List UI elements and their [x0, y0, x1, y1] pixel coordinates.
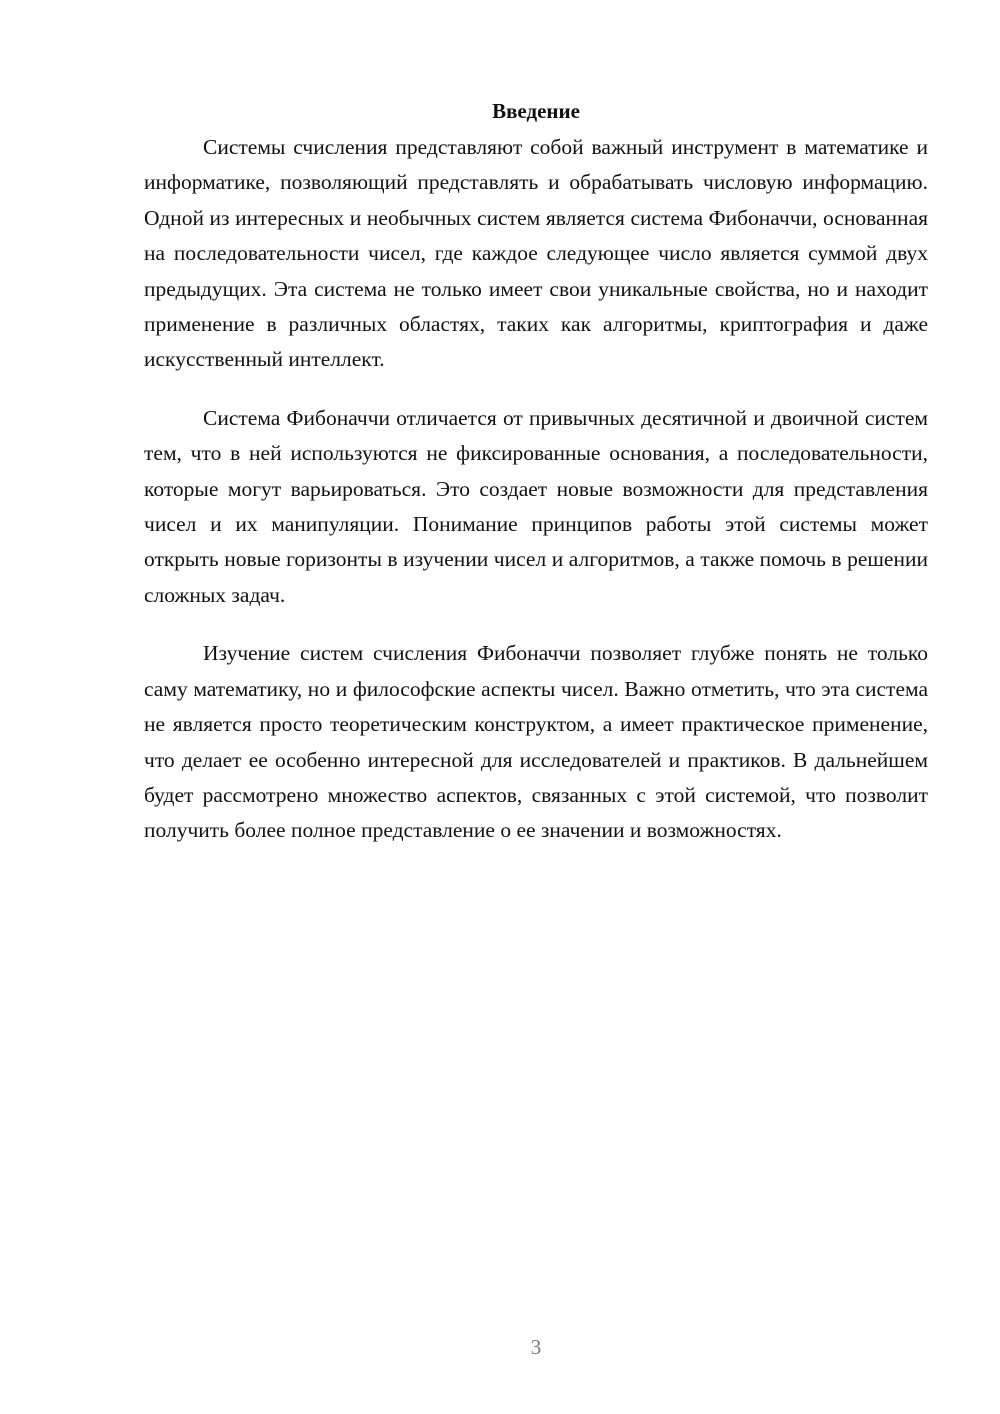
section-title: Введение	[492, 99, 580, 123]
paragraph-1: Системы счисления представляют собой важный инструмент в математике и информатике, позволяющий представлять и обрабатывать числовую информацию. Одной из интересных и необычных систем является система Фибоначчи, основанная на последовательности чисел, где каждое следующее число является суммой двух предыдущих. Эта система не только имеет свои уникальные свойства, но и находит применение в различных областях, таких как алгоритмы, криптография и даже искусственный интеллект.	[144, 135, 928, 372]
paragraph-3: Изучение систем счисления Фибоначчи позволяет глубже понять не только саму математику, но и философские аспекты чисел. Важно отметить, что эта система не является просто теоретическим конструктом, а имеет практическое применение, что делает ее особенно интересной для исследователей и практиков. В дальнейшем будет рассмотрено множество аспектов, связанных с этой системой, что позволит получить более полное представление о ее значении и возможностях.	[144, 641, 928, 843]
page-content	[144, 96, 928, 872]
paragraph-2: Система Фибоначчи отличается от привычных десятичной и двоичной систем тем, что в ней используются не фиксированные основания, а последовательности, которые могут варьироваться. Это создает новые возможности для представления чисел и их манипуляции. Понимание принципов работы этой системы может открыть новые горизонты в изучении чисел и алгоритмов, а также помочь в решении сложных задач.	[144, 405, 928, 607]
page-number: 3	[530, 1335, 542, 1359]
